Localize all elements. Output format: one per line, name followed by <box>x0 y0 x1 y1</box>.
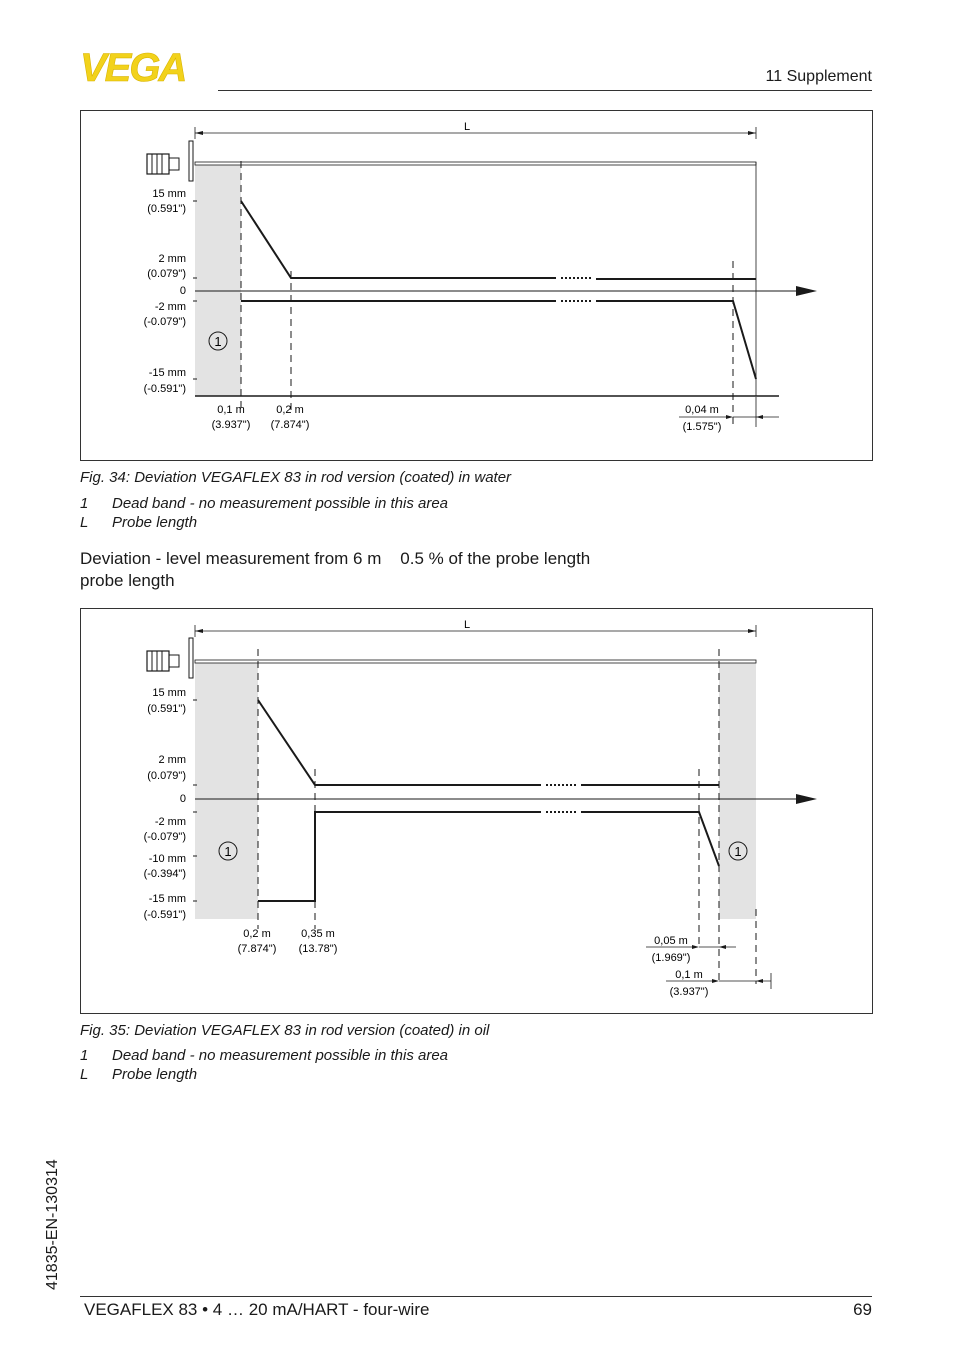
x-label-0-1m-inch: (3.937") <box>211 419 251 431</box>
header-rule <box>218 90 872 91</box>
deviation-text-line-2: probe length <box>80 571 175 590</box>
callout-number: 1 <box>214 334 222 349</box>
figure-34-diagram <box>81 111 872 460</box>
vega-logo <box>80 50 214 84</box>
y-label-minus-2mm-inch: (-0.079") <box>143 316 186 328</box>
document-code: 41835-EN-130314 <box>44 1159 61 1290</box>
y-label-minus-15mm-inch: (-0.591") <box>143 909 186 921</box>
x-label-0-1m-inch: (3.937") <box>669 986 709 998</box>
logo-text: VEGA <box>80 50 186 84</box>
x-label-0-2m-inch: (7.874") <box>270 419 310 431</box>
x-label-0-05m: 0,05 m <box>654 935 688 947</box>
lower-deviation-line <box>258 812 541 901</box>
x-label-0-05m-inch: (1.969") <box>651 952 691 964</box>
x-label-0-1m: 0,1 m <box>217 404 245 416</box>
probe-rod <box>195 162 756 165</box>
dead-band-area <box>195 163 241 396</box>
y-label-minus-2mm: -2 mm <box>154 816 186 828</box>
y-label-minus-15mm: -15 mm <box>148 893 186 905</box>
x-label-0-35m-inch: (13.78") <box>298 943 338 955</box>
figure-34 <box>80 110 873 461</box>
length-label: L <box>463 619 471 631</box>
legend-key: L <box>80 1066 89 1083</box>
callout-number-right: 1 <box>734 844 742 859</box>
dead-band-area-right <box>719 662 756 919</box>
figure-34-caption: Fig. 34: Deviation VEGAFLEX 83 in rod version (coated) in water <box>80 469 512 486</box>
x-label-0-2m: 0,2 m <box>276 404 304 416</box>
probe-rod <box>195 660 756 663</box>
legend-text: Dead band - no measurement possible in this area <box>112 1047 449 1064</box>
legend-text: Probe length <box>112 514 198 531</box>
legend-key: 1 <box>80 1047 89 1064</box>
y-label-2mm: 2 mm <box>158 253 186 265</box>
axis-arrow <box>796 794 817 804</box>
y-label-2mm: 2 mm <box>158 754 186 766</box>
y-label-15mm-inch: (0.591") <box>147 703 186 715</box>
x-label-0-2m: 0,2 m <box>243 928 271 940</box>
deviation-text-line-1: Deviation - level measurement from 6 m 0.5 % of the probe length <box>80 549 591 568</box>
figure-35-caption: Fig. 35: Deviation VEGAFLEX 83 in rod version (coated) in oil <box>80 1022 490 1039</box>
y-label-15mm: 15 mm <box>152 687 186 699</box>
upper-deviation-line <box>258 700 541 785</box>
page-number: 69 <box>853 1300 872 1319</box>
upper-deviation-line <box>241 201 556 278</box>
y-label-2mm-inch: (0.079") <box>147 268 186 280</box>
y-label-zero: 0 <box>179 285 186 297</box>
y-label-minus-2mm: -2 mm <box>154 301 186 313</box>
footer-rule <box>80 1296 872 1297</box>
legend-key: 1 <box>80 495 89 512</box>
legend-text: Dead band - no measurement possible in this area <box>112 495 449 512</box>
footer-product: VEGAFLEX 83 • 4 … 20 mA/HART - four-wire <box>84 1300 430 1319</box>
legend-text: Probe length <box>112 1066 198 1083</box>
y-label-minus-10mm-inch: (-0.394") <box>143 868 186 880</box>
sensor-icon <box>147 141 193 181</box>
y-label-15mm-inch: (0.591") <box>147 203 186 215</box>
y-label-minus-10mm: -10 mm <box>148 853 186 865</box>
y-label-15mm: 15 mm <box>152 188 186 200</box>
figure-35-diagram <box>81 609 872 1013</box>
y-label-minus-2mm-inch: (-0.079") <box>143 831 186 843</box>
x-label-0-2m-inch: (7.874") <box>237 943 277 955</box>
y-label-2mm-inch: (0.079") <box>147 770 186 782</box>
x-label-0-35m: 0,35 m <box>301 928 335 940</box>
length-label: L <box>463 121 471 133</box>
callout-number-left: 1 <box>224 844 232 859</box>
y-label-zero: 0 <box>179 793 186 805</box>
legend-key: L <box>80 514 89 531</box>
x-label-0-04m-inch: (1.575") <box>682 421 722 433</box>
x-label-0-1m: 0,1 m <box>675 969 703 981</box>
figure-35 <box>80 608 873 1014</box>
axis-arrow <box>796 286 817 296</box>
y-label-minus-15mm-inch: (-0.591") <box>143 383 186 395</box>
y-label-minus-15mm: -15 mm <box>148 367 186 379</box>
dead-band-area-left <box>195 662 258 919</box>
sensor-icon <box>147 638 193 678</box>
section-title: 11 Supplement <box>765 68 872 85</box>
x-label-0-04m: 0,04 m <box>685 404 719 416</box>
